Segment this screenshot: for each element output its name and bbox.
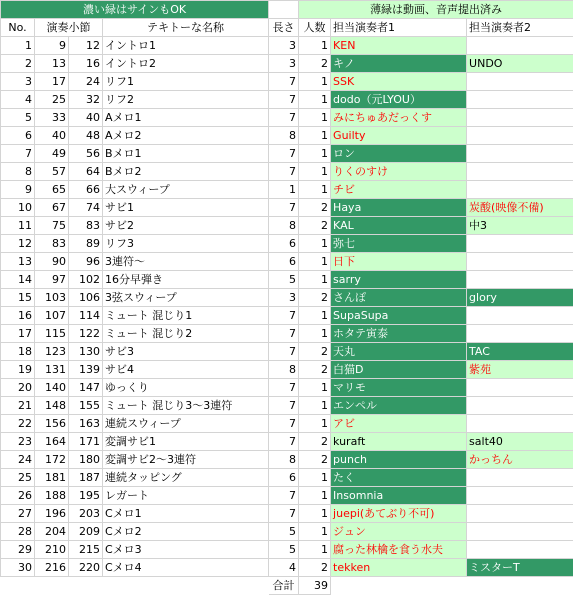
cell-bar-end[interactable]: 66 [69, 181, 103, 199]
cell-part-name[interactable]: Bメロ1 [103, 145, 269, 163]
cell-performer-2[interactable] [467, 505, 573, 523]
cell-people[interactable]: 1 [299, 235, 331, 253]
cell-people[interactable]: 1 [299, 37, 331, 55]
table-row [1, 163, 573, 181]
cell-length[interactable]: 8 [269, 361, 299, 379]
cell-bar-start[interactable]: 216 [35, 559, 69, 577]
cell-length[interactable]: 6 [269, 253, 299, 271]
cell-people[interactable]: 2 [299, 433, 331, 451]
cell-length[interactable]: 5 [269, 271, 299, 289]
cell-performer-2[interactable]: ミスターT [467, 559, 573, 577]
cell-no[interactable]: 30 [1, 559, 35, 577]
cell-part-name[interactable]: サビ1 [103, 199, 269, 217]
legend-spacer[interactable] [269, 1, 299, 19]
cell-people[interactable]: 1 [299, 487, 331, 505]
cell-performer-1[interactable]: ジュン [331, 523, 467, 541]
cell-people[interactable]: 1 [299, 415, 331, 433]
legend-light-note[interactable]: 薄緑は動画、音声提出済み [299, 1, 573, 19]
cell-bar-end[interactable]: 203 [69, 505, 103, 523]
cell-performer-1[interactable]: キノ [331, 55, 467, 73]
table-row [1, 145, 573, 163]
cell-performer-2[interactable] [467, 145, 573, 163]
cell-bar-start[interactable]: 164 [35, 433, 69, 451]
cell-part-name[interactable]: リフ3 [103, 235, 269, 253]
table-row [1, 451, 573, 469]
cell-part-name[interactable]: 大スウィープ [103, 181, 269, 199]
cell-no[interactable]: 29 [1, 541, 35, 559]
table-row [1, 505, 573, 523]
cell-people[interactable]: 2 [299, 559, 331, 577]
cell-bar-end[interactable]: 180 [69, 451, 103, 469]
table-row [1, 487, 573, 505]
cell-bar-start[interactable]: 9 [35, 37, 69, 55]
header-row [1, 19, 573, 37]
cell-part-name[interactable]: 3弦スウィープ [103, 289, 269, 307]
cell-performer-2[interactable]: 紫苑 [467, 361, 573, 379]
cell-performer-1[interactable]: エンペル [331, 397, 467, 415]
cell-length[interactable]: 7 [269, 109, 299, 127]
cell-bar-start[interactable]: 181 [35, 469, 69, 487]
cell-no[interactable]: 10 [1, 199, 35, 217]
cell-length[interactable]: 7 [269, 397, 299, 415]
cell-no[interactable]: 16 [1, 307, 35, 325]
cell-performer-1[interactable]: punch [331, 451, 467, 469]
cell-no[interactable]: 26 [1, 487, 35, 505]
cell-bar-start[interactable]: 83 [35, 235, 69, 253]
cell-part-name[interactable]: サビ2 [103, 217, 269, 235]
cell-performer-2[interactable] [467, 73, 573, 91]
table-row [1, 307, 573, 325]
cell-length[interactable]: 5 [269, 523, 299, 541]
cell-bar-start[interactable]: 13 [35, 55, 69, 73]
cell-people[interactable]: 1 [299, 325, 331, 343]
cell-part-name[interactable]: レガート [103, 487, 269, 505]
cell-length[interactable]: 7 [269, 91, 299, 109]
cell-bar-start[interactable]: 196 [35, 505, 69, 523]
cell-performer-2[interactable] [467, 253, 573, 271]
table-row [1, 37, 573, 55]
cell-performer-1[interactable]: マリモ [331, 379, 467, 397]
header-bars[interactable]: 演奏小節 [35, 19, 103, 37]
header-performer-1[interactable]: 担当演奏者1 [331, 19, 467, 37]
cell-performer-2[interactable] [467, 397, 573, 415]
cell-people[interactable]: 1 [299, 523, 331, 541]
cell-no[interactable]: 23 [1, 433, 35, 451]
cell-performer-1[interactable]: KAL [331, 217, 467, 235]
cell-bar-start[interactable]: 97 [35, 271, 69, 289]
legend-row [1, 1, 573, 19]
cell-part-name[interactable]: サビ4 [103, 361, 269, 379]
cell-bar-start[interactable]: 210 [35, 541, 69, 559]
table-row [1, 55, 573, 73]
cell-part-name[interactable]: Aメロ2 [103, 127, 269, 145]
table-row [1, 199, 573, 217]
cell-bar-start[interactable]: 49 [35, 145, 69, 163]
cell-bar-end[interactable]: 32 [69, 91, 103, 109]
cell-part-name[interactable]: Cメロ2 [103, 523, 269, 541]
cell-length[interactable]: 7 [269, 163, 299, 181]
cell-no[interactable]: 9 [1, 181, 35, 199]
cell-length[interactable]: 7 [269, 433, 299, 451]
cell-people[interactable]: 2 [299, 199, 331, 217]
cell-no[interactable]: 20 [1, 379, 35, 397]
cell-performer-2[interactable] [467, 379, 573, 397]
table-row [1, 541, 573, 559]
cell-bar-start[interactable]: 172 [35, 451, 69, 469]
cell-no[interactable]: 25 [1, 469, 35, 487]
cell-bar-start[interactable]: 115 [35, 325, 69, 343]
cell-part-name[interactable]: リフ2 [103, 91, 269, 109]
cell-people[interactable]: 2 [299, 451, 331, 469]
cell-performer-1[interactable]: 腐った林檎を食う水夫 [331, 541, 467, 559]
cell-bar-end[interactable]: 74 [69, 199, 103, 217]
cell-performer-2[interactable] [467, 307, 573, 325]
cell-performer-1[interactable]: sarry [331, 271, 467, 289]
cell-no[interactable]: 7 [1, 145, 35, 163]
table-row [1, 289, 573, 307]
header-people[interactable]: 人数 [299, 19, 331, 37]
table-row [1, 73, 573, 91]
cell-performer-1[interactable]: 日下 [331, 253, 467, 271]
cell-length[interactable]: 6 [269, 469, 299, 487]
cell-bar-end[interactable]: 16 [69, 55, 103, 73]
cell-part-name[interactable]: 変調サビ2～3連符 [103, 451, 269, 469]
table-row [1, 109, 573, 127]
cell-performer-1[interactable]: みにちゅあだっくす [331, 109, 467, 127]
cell-performer-1[interactable]: りくのすけ [331, 163, 467, 181]
cell-performer-2[interactable]: glory [467, 289, 573, 307]
cell-performer-2[interactable] [467, 415, 573, 433]
cell-bar-end[interactable]: 209 [69, 523, 103, 541]
table-row [1, 127, 573, 145]
cell-part-name[interactable]: Cメロ3 [103, 541, 269, 559]
cell-bar-start[interactable]: 204 [35, 523, 69, 541]
cell-performer-2[interactable] [467, 487, 573, 505]
cell-bar-end[interactable]: 215 [69, 541, 103, 559]
cell-performer-1[interactable]: tekken [331, 559, 467, 577]
cell-no[interactable]: 3 [1, 73, 35, 91]
cell-no[interactable]: 19 [1, 361, 35, 379]
cell-length[interactable]: 3 [269, 37, 299, 55]
cell-bar-start[interactable]: 90 [35, 253, 69, 271]
cell-bar-start[interactable]: 25 [35, 91, 69, 109]
cell-performer-1[interactable]: 白猫D [331, 361, 467, 379]
cell-people[interactable]: 2 [299, 289, 331, 307]
cell-part-name[interactable]: リフ1 [103, 73, 269, 91]
cell-no[interactable]: 21 [1, 397, 35, 415]
cell-no[interactable]: 4 [1, 91, 35, 109]
cell-performer-2[interactable]: salt40 [467, 433, 573, 451]
cell-length[interactable]: 7 [269, 145, 299, 163]
total-value[interactable]: 39 [299, 577, 331, 595]
cell-length[interactable]: 8 [269, 127, 299, 145]
legend-dark-note[interactable]: 濃い緑はサインもOK [1, 1, 269, 19]
cell-performer-2[interactable]: 中3 [467, 217, 573, 235]
cell-people[interactable]: 1 [299, 145, 331, 163]
table-row [1, 469, 573, 487]
cell-part-name[interactable]: 変調サビ1 [103, 433, 269, 451]
cell-length[interactable]: 8 [269, 451, 299, 469]
cell-performer-1[interactable]: Insomnia [331, 487, 467, 505]
cell-no[interactable]: 17 [1, 325, 35, 343]
table-row [1, 91, 573, 109]
cell-part-name[interactable]: Cメロ1 [103, 505, 269, 523]
cell-no[interactable]: 11 [1, 217, 35, 235]
cell-people[interactable]: 1 [299, 271, 331, 289]
cell-bar-end[interactable]: 155 [69, 397, 103, 415]
cell-length[interactable]: 7 [269, 307, 299, 325]
cell-bar-start[interactable]: 103 [35, 289, 69, 307]
cell-length[interactable]: 3 [269, 289, 299, 307]
cell-length[interactable]: 7 [269, 343, 299, 361]
cell-no[interactable]: 1 [1, 37, 35, 55]
table-row [1, 181, 573, 199]
table-row [1, 361, 573, 379]
cell-performer-1[interactable]: Haya [331, 199, 467, 217]
cell-performer-1[interactable]: 弥七 [331, 235, 467, 253]
cell-bar-start[interactable]: 156 [35, 415, 69, 433]
cell-performer-2[interactable] [467, 37, 573, 55]
cell-part-name[interactable]: Bメロ2 [103, 163, 269, 181]
cell-performer-1[interactable]: kuraft [331, 433, 467, 451]
cell-bar-end[interactable]: 195 [69, 487, 103, 505]
cell-bar-start[interactable]: 188 [35, 487, 69, 505]
cell-no[interactable]: 18 [1, 343, 35, 361]
cell-part-name[interactable]: ミュート 混じり2 [103, 325, 269, 343]
table-row [1, 217, 573, 235]
cell-performer-1[interactable]: アビ [331, 415, 467, 433]
cell-performer-1[interactable]: KEN [331, 37, 467, 55]
cell-length[interactable]: 7 [269, 505, 299, 523]
cell-length[interactable]: 8 [269, 217, 299, 235]
cell-performer-1[interactable]: juepi(あてぶり不可) [331, 505, 467, 523]
cell-part-name[interactable]: サビ3 [103, 343, 269, 361]
cell-no[interactable]: 28 [1, 523, 35, 541]
cell-performer-1[interactable]: たく [331, 469, 467, 487]
cell-part-name[interactable]: ミュート 混じり1 [103, 307, 269, 325]
cell-part-name[interactable]: Aメロ1 [103, 109, 269, 127]
header-name[interactable]: テキトーな名称 [103, 19, 269, 37]
cell-no[interactable]: 5 [1, 109, 35, 127]
table-row [1, 559, 573, 577]
total-label[interactable]: 合計 [269, 577, 299, 595]
cell-bar-start[interactable]: 140 [35, 379, 69, 397]
cell-bar-end[interactable]: 89 [69, 235, 103, 253]
cell-part-name[interactable]: ミュート 混じり3～3連符 [103, 397, 269, 415]
cell-people[interactable]: 1 [299, 163, 331, 181]
footer-row [1, 577, 573, 595]
cell-bar-end[interactable]: 102 [69, 271, 103, 289]
cell-length[interactable]: 7 [269, 379, 299, 397]
cell-bar-start[interactable]: 123 [35, 343, 69, 361]
cell-people[interactable]: 1 [299, 469, 331, 487]
header-performer-2[interactable]: 担当演奏者2 [467, 19, 573, 37]
cell-bar-start[interactable]: 33 [35, 109, 69, 127]
cell-performer-1[interactable]: ホタテ寅泰 [331, 325, 467, 343]
cell-people[interactable]: 2 [299, 361, 331, 379]
cell-part-name[interactable]: Cメロ4 [103, 559, 269, 577]
cell-bar-start[interactable]: 17 [35, 73, 69, 91]
cell-people[interactable]: 1 [299, 253, 331, 271]
cell-performer-1[interactable]: 天丸 [331, 343, 467, 361]
cell-performer-2[interactable] [467, 271, 573, 289]
cell-people[interactable]: 1 [299, 73, 331, 91]
cell-bar-end[interactable]: 220 [69, 559, 103, 577]
cell-no[interactable]: 15 [1, 289, 35, 307]
cell-performer-2[interactable] [467, 127, 573, 145]
cell-bar-end[interactable]: 130 [69, 343, 103, 361]
cell-bar-start[interactable]: 75 [35, 217, 69, 235]
cell-no[interactable]: 13 [1, 253, 35, 271]
cell-length[interactable]: 7 [269, 199, 299, 217]
cell-performer-2[interactable]: かっちん [467, 451, 573, 469]
cell-bar-start[interactable]: 57 [35, 163, 69, 181]
cell-people[interactable]: 2 [299, 343, 331, 361]
cell-performer-1[interactable]: SSK [331, 73, 467, 91]
cell-bar-end[interactable]: 12 [69, 37, 103, 55]
cell-length[interactable]: 7 [269, 73, 299, 91]
cell-part-name[interactable]: 連続タッピング [103, 469, 269, 487]
cell-bar-start[interactable]: 40 [35, 127, 69, 145]
cell-part-name[interactable]: イントロ2 [103, 55, 269, 73]
cell-bar-end[interactable]: 106 [69, 289, 103, 307]
cell-performer-2[interactable] [467, 523, 573, 541]
table-row [1, 253, 573, 271]
cell-people[interactable]: 1 [299, 127, 331, 145]
cell-people[interactable]: 2 [299, 217, 331, 235]
cell-bar-start[interactable]: 107 [35, 307, 69, 325]
cell-people[interactable]: 1 [299, 307, 331, 325]
cell-performer-2[interactable]: TAC [467, 343, 573, 361]
cell-performer-2[interactable] [467, 91, 573, 109]
table-row [1, 271, 573, 289]
table-row [1, 379, 573, 397]
cell-performer-1[interactable]: さんぽ [331, 289, 467, 307]
cell-no[interactable]: 2 [1, 55, 35, 73]
cell-performer-2[interactable] [467, 325, 573, 343]
cell-people[interactable]: 1 [299, 181, 331, 199]
cell-length[interactable]: 5 [269, 541, 299, 559]
cell-bar-end[interactable]: 96 [69, 253, 103, 271]
cell-performer-1[interactable]: ロン [331, 145, 467, 163]
cell-performer-2[interactable] [467, 163, 573, 181]
cell-length[interactable]: 7 [269, 415, 299, 433]
cell-people[interactable]: 2 [299, 55, 331, 73]
cell-part-name[interactable]: 16分早弾き [103, 271, 269, 289]
table-row [1, 235, 573, 253]
cell-people[interactable]: 1 [299, 91, 331, 109]
cell-performer-2[interactable]: 炭酸(映像不備) [467, 199, 573, 217]
cell-bar-end[interactable]: 139 [69, 361, 103, 379]
cell-part-name[interactable]: ゆっくり [103, 379, 269, 397]
cell-bar-end[interactable]: 24 [69, 73, 103, 91]
cell-no[interactable]: 27 [1, 505, 35, 523]
cell-people[interactable]: 1 [299, 505, 331, 523]
cell-no[interactable]: 14 [1, 271, 35, 289]
cell-part-name[interactable]: 連続スウィープ [103, 415, 269, 433]
table-row [1, 415, 573, 433]
cell-length[interactable]: 4 [269, 559, 299, 577]
table-row [1, 325, 573, 343]
cell-bar-start[interactable]: 148 [35, 397, 69, 415]
cell-bar-end[interactable]: 122 [69, 325, 103, 343]
cell-bar-end[interactable]: 114 [69, 307, 103, 325]
cell-length[interactable]: 6 [269, 235, 299, 253]
cell-no[interactable]: 22 [1, 415, 35, 433]
cell-bar-start[interactable]: 65 [35, 181, 69, 199]
cell-performer-2[interactable] [467, 469, 573, 487]
cell-no[interactable]: 12 [1, 235, 35, 253]
cell-bar-start[interactable]: 131 [35, 361, 69, 379]
cell-bar-start[interactable]: 67 [35, 199, 69, 217]
cell-bar-end[interactable]: 187 [69, 469, 103, 487]
header-no[interactable]: No. [1, 19, 35, 37]
cell-bar-end[interactable]: 64 [69, 163, 103, 181]
cell-bar-end[interactable]: 40 [69, 109, 103, 127]
table-row [1, 343, 573, 361]
cell-performer-2[interactable] [467, 235, 573, 253]
cell-people[interactable]: 1 [299, 109, 331, 127]
cell-performer-1[interactable]: チビ [331, 181, 467, 199]
cell-bar-end[interactable]: 48 [69, 127, 103, 145]
cell-people[interactable]: 1 [299, 541, 331, 559]
cell-no[interactable]: 6 [1, 127, 35, 145]
cell-people[interactable]: 1 [299, 379, 331, 397]
cell-bar-end[interactable]: 56 [69, 145, 103, 163]
cell-bar-end[interactable]: 147 [69, 379, 103, 397]
cell-length[interactable]: 7 [269, 325, 299, 343]
cell-performer-2[interactable] [467, 109, 573, 127]
cell-bar-end[interactable]: 83 [69, 217, 103, 235]
cell-no[interactable]: 8 [1, 163, 35, 181]
cell-performer-2[interactable]: UNDO [467, 55, 573, 73]
cell-performer-1[interactable]: Guilty [331, 127, 467, 145]
cell-bar-end[interactable]: 163 [69, 415, 103, 433]
cell-length[interactable]: 7 [269, 487, 299, 505]
cell-performer-1[interactable]: SupaSupa [331, 307, 467, 325]
cell-bar-end[interactable]: 171 [69, 433, 103, 451]
cell-part-name[interactable]: イントロ1 [103, 37, 269, 55]
cell-length[interactable]: 1 [269, 181, 299, 199]
table-row [1, 397, 573, 415]
cell-performer-1[interactable]: dodo（元LYOU） [331, 91, 467, 109]
cell-no[interactable]: 24 [1, 451, 35, 469]
cell-performer-2[interactable] [467, 181, 573, 199]
cell-performer-2[interactable] [467, 541, 573, 559]
cell-people[interactable]: 1 [299, 397, 331, 415]
cell-part-name[interactable]: 3連符～ [103, 253, 269, 271]
table-row [1, 523, 573, 541]
table-row [1, 433, 573, 451]
header-length[interactable]: 長さ [269, 19, 299, 37]
cell-length[interactable]: 3 [269, 55, 299, 73]
